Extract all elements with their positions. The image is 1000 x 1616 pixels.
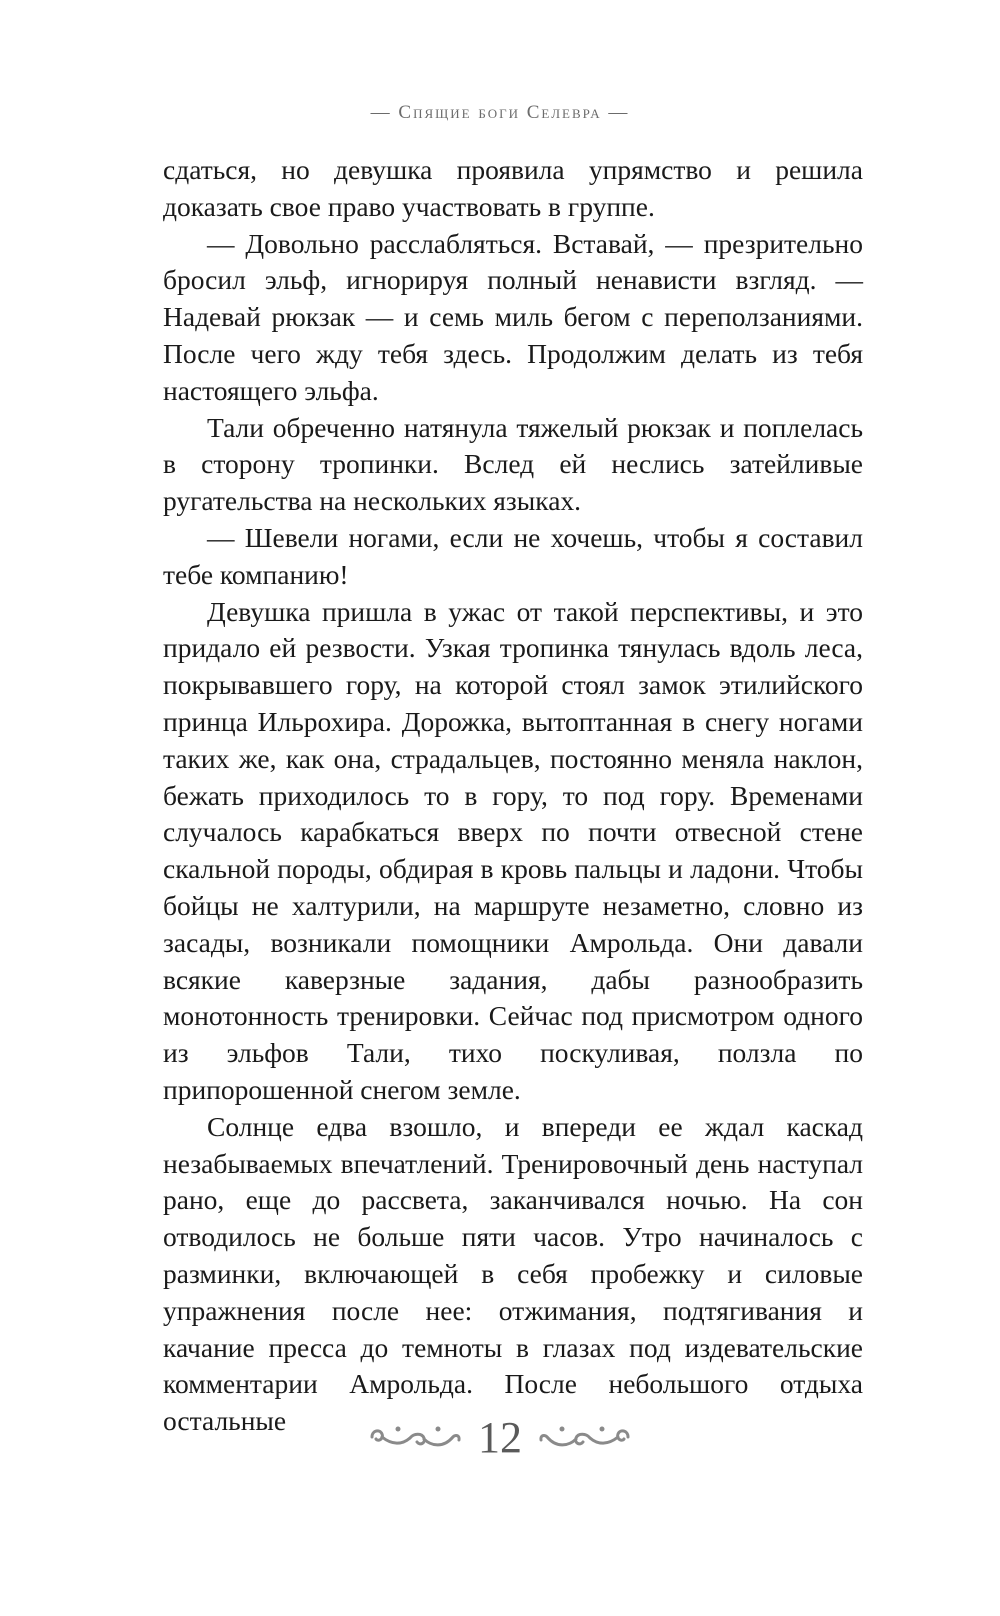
paragraph: — Довольно расслабляться. Вставай, — презрительно бросил эльф, игнорируя полный ненависти взгляд. — Надевай рюкзак — и семь миль бегом с переползаниями. После чего жду тебя здесь. Продолжим делать из тебя настоящего эльфа. [163,227,863,406]
paragraph: Тали обреченно натянула тяжелый рюкзак и поплелась в сторону тропинки. Вслед ей неслись затейливые ругательства на нескольких языках. [163,411,863,517]
paragraph: Солнце едва взошло, и впереди ее ждал каскад незабываемых впечатлений. Тренировочный день наступал рано, еще до рассвета, заканчивался ночью. На сон отводилось не больше пяти часов. Утро начиналось с разминки, включающей в себя пробежку и силовые упражнения после нее: отжимания, подтягивания и качание пресса до темноты в глазах под издевательские комментарии Амрольда. После небольшого отдыха остальные [163,1110,863,1437]
paragraph: сдаться, но девушка проявила упрямство и решила доказать свое право участвовать в группе. [163,154,863,222]
folio [0,1408,1000,1468]
running-head: — Спящие боги Селевра — [370,102,630,123]
paragraph: Девушка пришла в ужас от такой перспективы, и это придало ей резвости. Узкая тропинка тянулась вдоль леса, покрывавшего гору, на которой стоял замок этилийского принца Ильрохира. Дорожка, вытоптанная в снегу ногами таких же, как она, страдальцев, постоянно меняла наклон, бежать приходилось то в гору, то под гору. Временами случалось карабкаться вверх по почти отвесной стене скальной породы, обдирая в кровь пальцы и ладони. Чтобы бойцы не халтурили, на маршруте незаметно, словно из засады, возникали помощники Амрольда. Они давали всякие каверзные задания, дабы разнообразить монотонность тренировки. Сейчас под присмотром одного из эльфов Тали, тихо поскуливая, ползла по припорошенной снегом земле. [163,595,863,1105]
left-flourish-icon [366,1421,462,1455]
page-number: 12 [478,1413,522,1462]
body-text [163,152,863,1440]
right-flourish-icon [538,1421,634,1455]
paragraph: — Шевели ногами, если не хочешь, чтобы я составил тебе компанию! [163,521,863,590]
